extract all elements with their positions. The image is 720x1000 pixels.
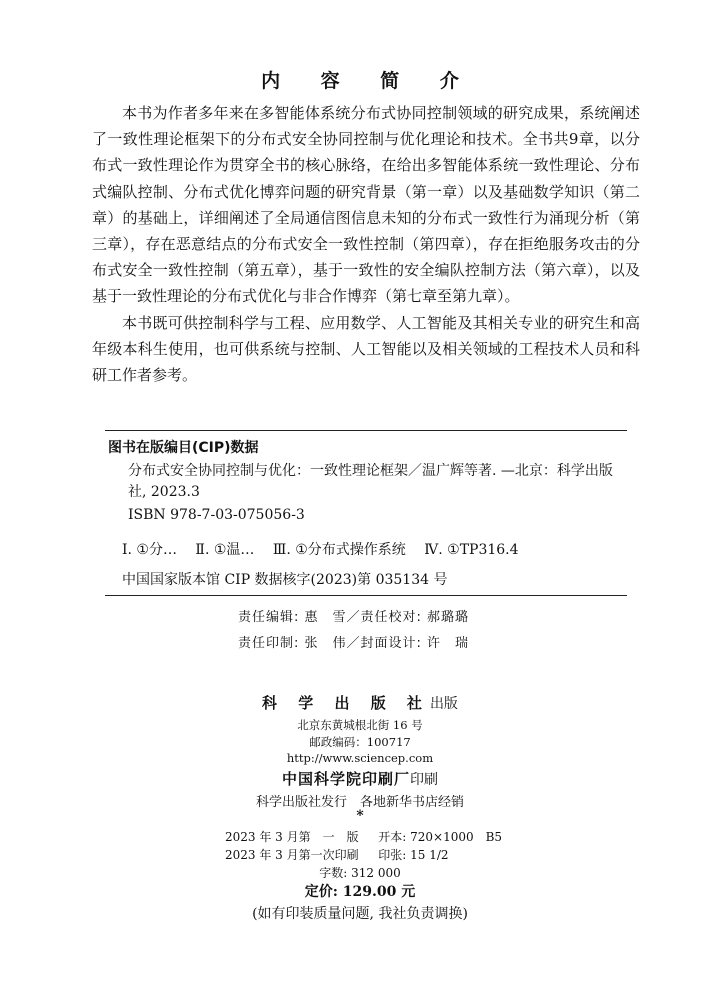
quality-note: (如有印装质量问题, 我社负责调换) (252, 906, 468, 922)
word-count: 字数: 312 000 (319, 866, 401, 880)
publisher-name: 科 学 出 版 社 (262, 694, 430, 712)
impression-line: 2023 年 3 月第一次印刷 印张: 15 1/2 (225, 848, 449, 862)
printer-suffix: 印刷 (410, 772, 438, 788)
cip-record-block (110, 461, 630, 526)
cip-classification: Ⅰ. ①分… Ⅱ. ①温… Ⅲ. ①分布式操作系统 Ⅳ. ①TP316.4 (122, 542, 519, 558)
printer-line (0, 768, 720, 789)
publisher-address: 北京东黄城根北街 16 号 (297, 718, 423, 732)
printer-name: 中国科学院印刷厂 (281, 770, 410, 788)
edition-line: 2023 年 3 月第 一 版 开本: 720×1000 B5 (225, 830, 503, 844)
editor-credits-line-1: 责任编辑: 惠 雪／责任校对: 郝璐璐 (238, 610, 470, 625)
publisher-url: http://www.sciencep.com (286, 751, 434, 765)
cip-bottom-divider (105, 595, 627, 596)
separator-star: * (356, 808, 364, 824)
book-introduction (92, 100, 640, 388)
cip-record-number: 中国国家版本馆 CIP 数据核字(2023)第 035134 号 (122, 572, 448, 588)
publisher-suffix: 出版 (429, 696, 458, 712)
editor-credits-line-2: 责任印制: 张 伟／封面设计: 许 瑞 (238, 636, 470, 651)
cip-heading: 图书在版编目(CIP)数据 (108, 440, 259, 456)
cip-title-line: 分布式安全协同控制与优化：一致性理论框架／温广辉等著. —北京：科学出版社, 2023.3 (128, 463, 613, 500)
intro-paragraph-1: 本书为作者多年来在多智能体系统分布式协同控制领域的研究成果，系统阐述了一致性理论框架下的分布式安全协同控制与优化理论和技术。全书共9章，以分布式一致性理论作为贯穿全书的核心脉络，在给出多智能体系统一致性理论、分布式编队控制、分布式优化博弈问题的研究背景（第一章）以及基础数学知识（第二章）的基础上，详细阐述了全局通信图信息未知的分布式一致性行为涌现分析（第三章），存在恶意结点的分布式安全一致性控制（第四章），存在拒绝服务攻击的分布式安全一致性控制（第五章），基于一致性的安全编队控制方法（第六章），以及基于一致性理论的分布式优化与非合作博弈（第七章至第九章）。 (92, 104, 640, 306)
intro-paragraph-2: 本书既可供控制科学与工程、应用数学、人工智能及其相关专业的研究生和高年级本科生使用，也可供系统与控制、人工智能以及相关领域的工程技术人员和科研工作者参考。 (92, 313, 640, 385)
page-title: 内 容 简 介 (261, 70, 476, 92)
cip-isbn: ISBN 978-7-03-075056-3 (128, 507, 305, 523)
publisher-postcode: 邮政编码：100717 (309, 735, 411, 749)
publisher-line (0, 692, 720, 713)
price: 定价: 129.00 元 (304, 884, 416, 900)
cip-top-divider (105, 430, 627, 431)
distribution-line: 科学出版社发行 各地新华书店经销 (255, 795, 464, 810)
